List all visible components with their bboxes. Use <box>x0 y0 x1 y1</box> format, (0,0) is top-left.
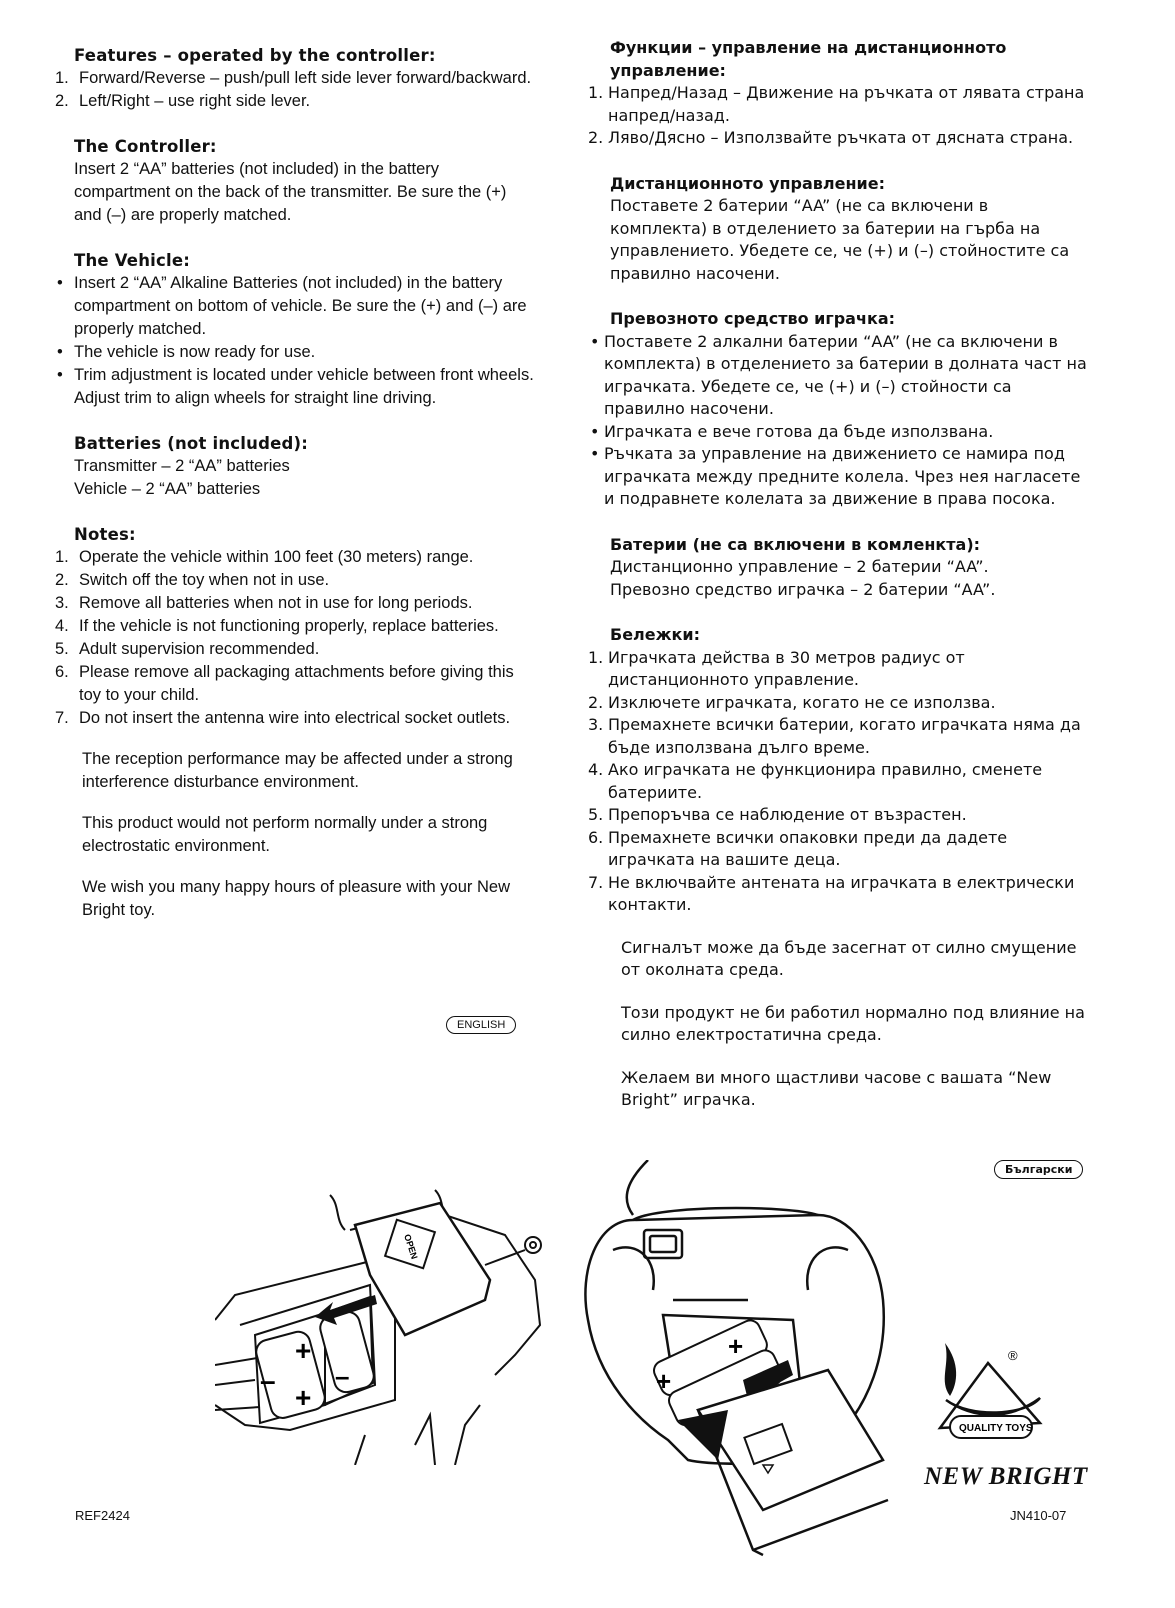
list-item: 5. Препоръчва се наблюдение от възрастен. <box>588 805 967 824</box>
list-item: • Trim adjustment is located under vehicle between front wheels. Adjust trim to align wheels for straight line driving. <box>57 366 534 407</box>
note-paragraph: Желаем ви много щастливи часове с вашата “New Bright” играчка. <box>621 1067 1052 1109</box>
vehicle-heading: Превозното средство играчка: <box>610 309 896 328</box>
list-item: 2. Left/Right – use right side lever. <box>55 92 311 110</box>
quality-toys-label: QUALITY TOYS <box>959 1423 1033 1434</box>
list-item: 4. Ако играчката не функционира правилно, сменете батериите. <box>588 760 1043 802</box>
list-item: 1. Играчката действа в 30 метров радиус от дистанционното управление. <box>588 647 965 689</box>
controller-text: Insert 2 “AA” batteries (not included) in the battery compartment on the back of the transmitter. Be sure the (+) and (–) are properly matched. <box>74 160 507 224</box>
notes-section <box>55 523 535 922</box>
bulgarian-badge: Български <box>994 1160 1083 1179</box>
list-item: 1. Напред/Назад – Движение на ръчката от лявата страна напред/назад. <box>588 83 1085 125</box>
list-item: 6. Please remove all packaging attachments before giving this toy to your child. <box>55 663 514 704</box>
new-bright-logo-icon <box>930 1338 1065 1448</box>
list-item: 5. Adult supervision recommended. <box>55 640 320 658</box>
list-item: 3. Remove all batteries when not in use for long periods. <box>55 594 473 612</box>
plus-sign: + <box>656 1366 672 1396</box>
vehicle-section <box>588 308 1088 511</box>
list-item: 2. Ляво/Дясно – Използвайте ръчката от дясната страна. <box>588 128 1074 147</box>
list-item: • Ръчката за управление на движението се намира под играчката между предните колела. Чрез нея нагласете и подравнете колелата за движение в права посока. <box>590 444 1081 508</box>
registered-mark: ® <box>1008 1348 1018 1363</box>
batteries-line: Vehicle – 2 “AA” batteries <box>74 480 261 498</box>
controller-heading: The Controller: <box>74 137 217 156</box>
vehicle-battery-illustration <box>215 1185 565 1465</box>
list-item: 7. Не включвайте антената на играчката в електрически контакти. <box>588 872 1075 914</box>
list-item: 3. Премахнете всички батерии, когато играчката няма да бъде използвана дълго време. <box>588 715 1081 757</box>
batteries-heading: Батерии (не са включени в комленкта): <box>610 534 981 554</box>
note-paragraph: Този продукт не би работил нормално под влияние на силно електростатична среда. <box>621 1002 1085 1044</box>
minus-sign: – <box>335 1361 350 1391</box>
notes-section <box>588 624 1088 1112</box>
list-item: • The vehicle is now ready for use. <box>57 343 316 361</box>
list-item: 2. Изключете играчката, когато не се използва. <box>588 692 996 712</box>
list-item: 2. Switch off the toy when not in use. <box>55 571 330 589</box>
bulgarian-column <box>588 37 1088 1135</box>
note-paragraph: Сигналът може да бъде засегнат от силно смущение от околната среда. <box>621 937 1077 979</box>
list-item: 6. Премахнете всички опаковки преди да дадете играчката на вашите деца. <box>588 827 1008 869</box>
features-section <box>588 37 1088 150</box>
vehicle-section <box>55 249 535 410</box>
list-item: • Играчката е вече готова да бъде използвана. <box>590 421 994 441</box>
features-heading: Функции – управление на дистанционното управление: <box>610 38 1007 80</box>
list-item: 4. If the vehicle is not functioning properly, replace batteries. <box>55 617 499 635</box>
batteries-line: Дистанционно управление – 2 батерии “AA”. <box>610 557 989 576</box>
batteries-line: Превозно средство играчка – 2 батерии “AA”. <box>610 579 996 599</box>
controller-section <box>55 135 535 227</box>
notes-heading: Бележки: <box>610 625 701 644</box>
batteries-line: Transmitter – 2 “AA” batteries <box>74 457 290 475</box>
list-item: • Поставете 2 алкални батерии “AA” (не са включени в комплекта) в отделението за батерии в долната част на играчката. Убедете се, че (+) и (–) стойности са правилно насочени. <box>590 331 1087 418</box>
controller-text: Поставете 2 батерии “AA” (не са включени в комплекта) в отделението за батерии на гърба на управлението. Убедете се, че (+) и (–) стойностите са правилно насочени. <box>610 196 1070 283</box>
features-section <box>55 44 535 113</box>
note-paragraph: This product would not perform normally under a strong electrostatic environment. <box>82 814 488 855</box>
ref-code: REF2424 <box>75 1508 130 1523</box>
list-item: 1. Forward/Reverse – push/pull left side lever forward/backward. <box>55 69 532 87</box>
plus-sign: + <box>295 1382 312 1413</box>
batteries-section <box>55 432 535 501</box>
note-paragraph: We wish you many happy hours of pleasure with your New Bright toy. <box>82 878 510 919</box>
minus-sign: – <box>260 1365 276 1396</box>
list-item: 1. Operate the vehicle within 100 feet (30 meters) range. <box>55 548 474 566</box>
open-label: OPEN <box>402 1232 420 1261</box>
brand-name: NEW BRIGHT <box>924 1463 1088 1490</box>
list-item: • Insert 2 “AA” Alkaline Batteries (not included) in the battery compartment on bottom of vehicle. Be sure the (+) and (–) are properly matched. <box>57 274 527 338</box>
vehicle-heading: The Vehicle: <box>74 251 191 270</box>
plus-sign: + <box>295 1335 312 1366</box>
controller-battery-illustration <box>578 1160 908 1560</box>
notes-heading: Notes: <box>74 525 136 544</box>
product-code: JN410-07 <box>1010 1508 1067 1523</box>
batteries-section <box>588 534 1088 602</box>
list-item: 7. Do not insert the antenna wire into electrical socket outlets. <box>55 709 511 727</box>
plus-sign: + <box>728 1331 744 1361</box>
controller-section <box>588 173 1088 286</box>
features-heading: Features – operated by the controller: <box>74 46 436 65</box>
english-badge: ENGLISH <box>446 1016 516 1034</box>
batteries-heading: Batteries (not included): <box>74 434 309 453</box>
note-paragraph: The reception performance may be affected under a strong interference disturbance environment. <box>82 750 513 791</box>
english-column <box>55 44 535 944</box>
controller-heading: Дистанционното управление: <box>610 173 886 193</box>
